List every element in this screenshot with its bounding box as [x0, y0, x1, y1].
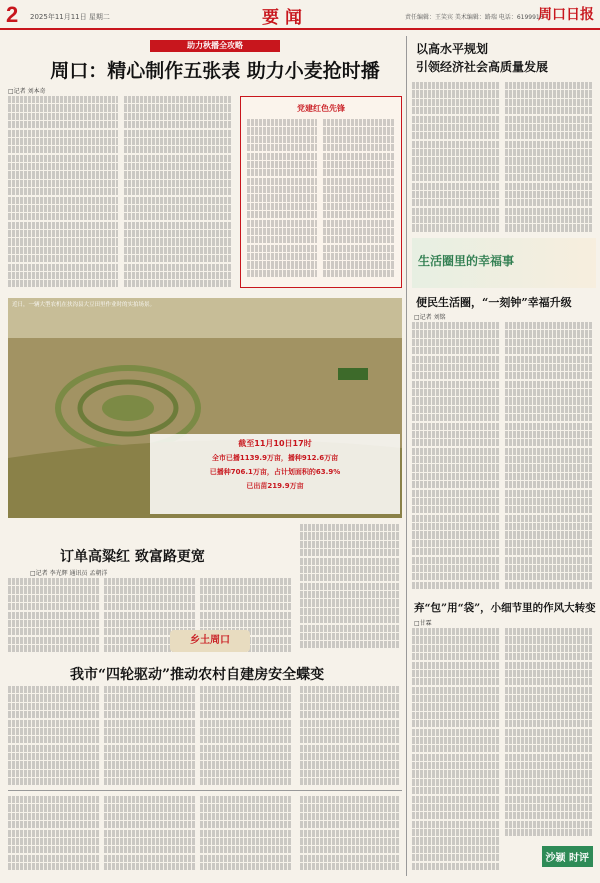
story2-body-col4: [300, 524, 400, 658]
page-number: 2: [6, 2, 19, 27]
sidebar-body-col1: [247, 119, 317, 279]
story3-body-col1: [8, 686, 100, 786]
happiness-banner-text: 生活圈里的幸福事: [418, 254, 515, 268]
right3-body-col2: [505, 628, 593, 838]
story3-body-col3: [200, 686, 292, 786]
stats-line-1: 截至11月10日17时: [238, 439, 312, 448]
sidebar-body-col2: [323, 119, 395, 279]
lead-body-col2: [124, 96, 232, 291]
story3-body-col4: [300, 686, 400, 786]
right3-title: 弃“包”用“袋”，小细节里的作风大转变: [414, 602, 596, 614]
story2-byline: □记者 李光辉 通讯员 孟朝洋: [30, 570, 108, 577]
lead-kicker: 助力秋播全攻略: [150, 40, 280, 52]
bottom-body-col1: [8, 796, 100, 878]
right3-body-col1: [412, 628, 500, 876]
stats-line-2: 全市已播1139.9万亩，播种912.6万亩: [211, 454, 339, 462]
right2-title: 便民生活圈，“一刻钟”幸福升级: [416, 296, 572, 309]
bottom-divider: [8, 790, 402, 791]
bottom-body-col3: [200, 796, 292, 878]
story2-title: 订单高粱红 致富路更宽: [60, 549, 205, 565]
lead-photo-caption: 近日，一辆大型农机在扶沟县大豆田里作业时的实拍场景。: [12, 302, 156, 308]
bottom-body-col4: [300, 796, 400, 878]
right1-body-col2: [505, 82, 593, 232]
story2-body-col1: [8, 578, 100, 658]
happiness-banner: [412, 238, 596, 288]
stats-line-4: 已出苗219.9万亩: [246, 482, 304, 490]
sowing-stats-box: [150, 434, 400, 514]
right2-byline: □记者 刘铭: [414, 314, 446, 321]
column-divider: [406, 36, 407, 876]
lead-title: 周口：精心制作五张表 助力小麦抢时播: [50, 60, 380, 82]
section-title: 要闻: [262, 8, 308, 28]
editor-credits: 责任编辑：王笑宾 美术编辑：路瑞 电话：6199916: [405, 14, 544, 21]
bottom-body-col2: [104, 796, 196, 878]
stats-line-3: 已播种706.1万亩，占计划面积的63.9%: [209, 468, 341, 476]
right1-body-col1: [412, 82, 500, 232]
story3-title: 我市“四轮驱动”推动农村自建房安全蝶变: [70, 667, 325, 683]
commentary-column-tag: [505, 846, 593, 872]
commentary-column-name: 沙颍 时评: [542, 846, 593, 867]
party-sidebar: [240, 96, 402, 288]
sidebar-title: 党建红色先锋: [297, 103, 345, 113]
rural-column-logo: 乡土周口: [170, 630, 250, 652]
lead-body-col1: [8, 96, 118, 291]
newspaper-logo: 周口日报: [538, 7, 594, 23]
right2-body-col1: [412, 322, 500, 590]
right1-title-line2: 引领经济社会高质量发展: [416, 60, 549, 74]
story3-body-col2: [104, 686, 196, 786]
right1-title-line1: 以高水平规划: [416, 42, 489, 56]
right2-body-col2: [505, 322, 593, 590]
issue-date: 2025年11月11日 星期二: [30, 13, 110, 21]
lead-byline: □记者 刘本奇: [8, 88, 46, 95]
right3-byline: □甘霖: [414, 620, 432, 627]
